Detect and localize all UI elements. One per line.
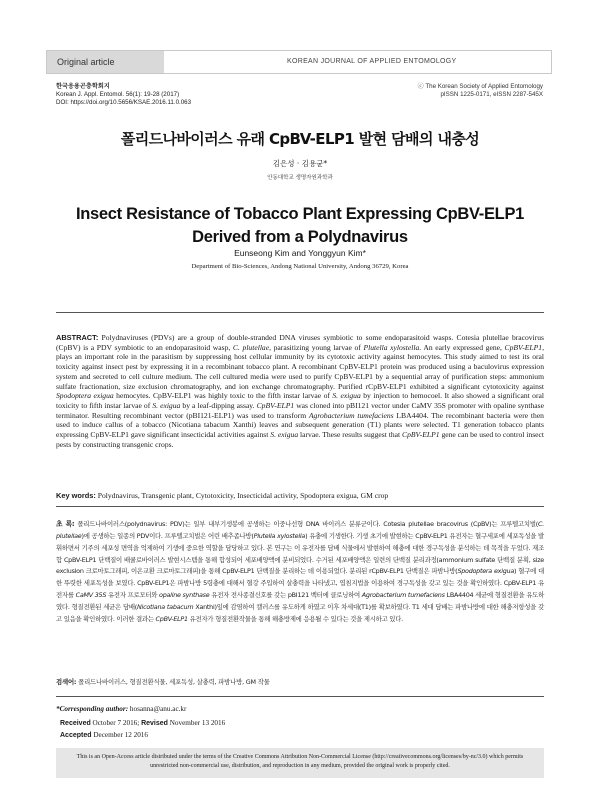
abstract-label: ABSTRACT:	[56, 333, 99, 342]
korean-title: 폴리드나바이러스 유래 CpBV-ELP1 발현 담배의 내충성	[120, 130, 480, 148]
english-title: Insect Resistance of Tobacco Plant Expressing CpBV-ELP1 Derived from a Polydnavirus	[75, 205, 525, 246]
journal-name: KOREAN JOURNAL OF APPLIED ENTOMOLOGY	[287, 58, 457, 65]
rights-block	[418, 83, 543, 99]
korean-keywords: 검색어: 폴리드나바이러스, 형질전환식물, 세포독성, 살충력, 파밤나방, GM 작물	[56, 678, 270, 686]
english-affiliation: Department of Bio-Sciences, Andong National University, Andong 36729, Korea	[191, 263, 409, 270]
top-divider	[56, 312, 544, 313]
mid-divider	[56, 506, 544, 507]
korean-authors: 김은성 · 김용균*	[272, 159, 328, 168]
keywords-label: Key words:	[56, 491, 96, 500]
korean-keywords-label: 검색어:	[56, 678, 77, 686]
license-notice: This is an Open-Access article distributed under the terms of the Creative Commons Attribution Non-Commercial License (http://creativecommons.org/licenses/by-nc/3.0) which permits unrestricted non-commercial use, distribution, and reproduction in any medium, provided the original work is properly cited.	[56, 748, 544, 778]
korean-abstract-label: 초 록:	[56, 520, 75, 528]
corresponding-author: *Corresponding author: hosanna@anu.ac.kr	[56, 705, 187, 713]
doi-link[interactable]: DOI: https://doi.org/10.5656/KSAE.2016.11.0.063	[56, 98, 192, 106]
korean-abstract: 초 록: 폴리드나바이러스(polydnavirus: PDV)는 일부 내부기생봉에 공생하는 이중나선형 DNA 바이러스 분류군이다. Cotesia plutellae bracovirus (CpBV)는 프루텔고치벌(C. plutellae)에 공생하는 일종의 PDV이다. 프루텔고치벌은 어린 배추좀나방(Plutella xylostella) 유충에 기생한다. 기생 초기에 발현하는 CpBV-ELP1 유전자는 혈구세포에 세포독성을 발휘하면서 기주의 세포성 면역을 억제하여 기생에 중요한 역할을 담당하고 있다. 본 연구는 이 유전자를 담배 식물에서 발현하여 해충에 대한 경구독성을 분석하는 데 목적을 두었다. 재조합 CpBV-ELP1 단백질이 배큘로바이러스 발현시스템을 통해 합성되어 세포배양액에 분비되었다. 수거된 세포배양액은 일련의 단백질 분리과정(ammonium sulfate 단백질 분획, size exclusion 크로마토그래피, 이온교환 크로마토그래피)을 통해 CpBV-ELP1 단백질을 분리하는 데 이용되었다. 분리된 rCpBV-ELP1 단백질은 파밤나방(Spodoptera exigua) 혈구에 대한 뚜렷한 세포독성을 보였다. CpBV-ELP1은 파밤나방 5령충에 대해서 혈강 주입하여 살충력을 나타냈고, 엽침지법을 이용하여 경구독성을 갖고 있는 것을 확인하였다. CpBV-ELP1 유전자를 CaMV 35S 유전자 프로모터와 opaline synthase 유전자 전사종결신호를 갖는 pBI121 벡터에 클로닝하여 Agrobacterium tumefaciens LBA4404 세균에 형질전환을 유도하였다. 형질전환된 세균은 담배(Nicotiana tabacum Xanthi)잎에 감염하여 캘러스를 유도하게 하였고 이후 차세대(T1)를 확보하였다. T1 세대 담배는 파밤나방에 대한 해충저항성을 갖고 있음을 확인하였다. 이러한 결과는 CpBV-ELP1 유전자가 형질전환작물을 통해 해충방제에 응용될 수 있다는 것을 제시하고 있다.	[56, 520, 545, 623]
korean-society-name: 한국응용곤충학회지	[56, 83, 110, 90]
copyright-notice: ⓒ The Korean Society of Applied Entomology	[417, 83, 543, 90]
author-email[interactable]: hosanna@anu.ac.kr	[128, 705, 187, 713]
citation-block	[56, 83, 191, 106]
bottom-divider	[56, 696, 544, 697]
accepted-date: Accepted December 12 2016	[60, 730, 148, 739]
journal-reference: Korean J. Appl. Entomol. 56(1): 19-28 (2017)	[56, 90, 180, 98]
issn-numbers: pISSN 1225-0171, eISSN 2287-545X	[440, 90, 543, 98]
english-abstract: ABSTRACT: Polydnaviruses (PDVs) are a group of double-stranded DNA viruses symbiotic to some endoparasitoid wasps. Cotesia plutellae bracovirus (CpBV) is a PDV symbiotic to an endoparasitoid wasp, C. plutellae, parasitizing young larvae of Plutella xylostella. An early expressed gene, CpBV-ELP1, plays an important role in the parasitism by suppressing host cellular immunity by its cytotoxic activity against hemocytes. This study aimed to test its oral toxicity against insect pest by expressing it in a recombinant tobacco plant. A recombinant CpBV-ELP1 protein was produced using a baculovirus expression system and secreted to cell culture medium. The cell cultured media were used to purify CpBV-ELP1 by a sequential array of purification steps: ammonium sulfate fractionation, size exclusion chromatography, and ion exchange chromatography. Purified rCpBV-ELP1 exhibited a significant cytotoxicity against Spodoptera exigua hemocytes. CpBV-ELP1 was highly toxic to the fifth instar larvae of S. exigua by injection to hemocoel. It also showed a significant oral toxicity to fifth instar larvae of S. exigua by a leaf-dipping assay. CpBV-ELP1 was cloned into pBI121 vector under CaMV 35S promoter with opaline synthase terminator. Resulting recombinant vector (pBI121-ELP1) was used to transform Agrobacterium tumefaciens LBA4404. The recombinant bacteria were then used to induce callus of a tobacco (Nicotiana tabacum Xanthi) leaves and subsequent generation (T1) plants were selected. T1 generation tobacco plants expressing CpBV-ELP1 gave significant insecticidal activities against S. exigua larvae. These results suggest that CpBV-ELP1 gene can be used to control insect pests by constructing transgenic crops.	[56, 333, 545, 449]
article-dates	[60, 718, 225, 741]
article-type-label: Original article	[47, 51, 167, 73]
korean-affiliation: 안동대학교 생명자원과학과	[267, 175, 333, 181]
english-authors: Eunseong Kim and Yonggyun Kim*	[234, 248, 366, 258]
english-keywords: Key words: Polydnavirus, Transgenic plant, Cytotoxicity, Insecticidal activity, Spodoptera exigua, GM crop	[56, 491, 389, 500]
received-revised-dates: Received October 7 2016; Revised November 13 2016	[60, 719, 226, 727]
journal-header-bar	[46, 50, 552, 74]
